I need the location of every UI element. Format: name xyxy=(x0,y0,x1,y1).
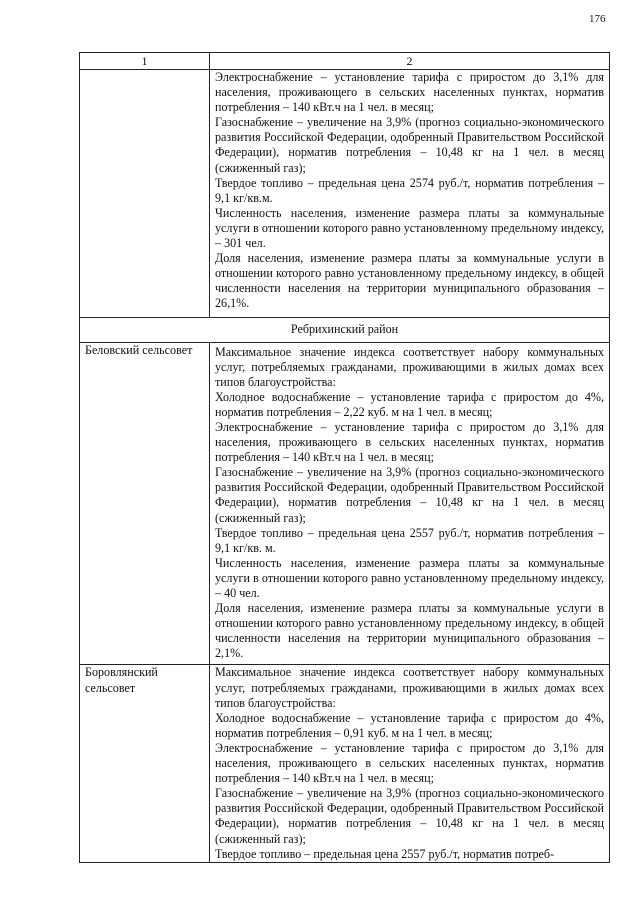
tariff-description xyxy=(210,70,610,318)
table-header-row xyxy=(80,53,610,70)
paragraph-population-count: Численность населения, изменение размера платы за коммунальные услуги в отношении которого равно установленному предельному индексу, – 301 чел. xyxy=(215,205,604,251)
region-header-row xyxy=(80,317,610,342)
tariff-description xyxy=(210,665,610,862)
paragraph-solid-fuel: Твердое топливо – предельная цена 2557 руб./т, норматив потреб- xyxy=(215,846,555,861)
paragraph-electricity: Электроснабжение – установление тарифа с приростом до 3,1% для населения, проживающего в сельских населенных пунктах, норматив потребления – 140 кВт.ч на 1 чел. в месяц; xyxy=(215,740,604,786)
paragraph-gas: Газоснабжение – увеличение на 3,9% (прогноз социально-экономического развития Российской Федерации, одобренный Правительством Российской Федерации), норматив потребления – 10,48 кг на 1 чел. в месяц (сжиженный газ); xyxy=(215,115,604,175)
paragraph-max-index: Максимальное значение индекса соответствует набору коммунальных услуг, потребляемых гражданами, проживающими в жилых домах всех типов благоустройства: xyxy=(215,344,604,389)
table-row xyxy=(80,342,610,665)
region-title: Ребрихинский район xyxy=(80,317,610,342)
paragraph-max-index: Максимальное значение индекса соответствует набору коммунальных услуг, потребляемых гражданами, проживающими в жилых домах всех типов благоустройства: xyxy=(215,665,604,710)
paragraph-population-share: Доля населения, изменение размера платы за коммунальные услуги в отношении которого равно установленному предельному индексу, в общей численности населения на территории муниципального образования – 26,1%. xyxy=(215,251,604,311)
paragraph-population-share: Доля населения, изменение размера платы за коммунальные услуги в отношении которого равно установленному предельному индексу, в общей численности населения на территории муниципального образования – 2,1%. xyxy=(215,601,604,661)
paragraph-solid-fuel: Твердое топливо – предельная цена 2574 руб./т, норматив потребления – 9,1 кг/кв.м. xyxy=(215,175,604,205)
municipality-name xyxy=(80,70,210,318)
municipality-name: Беловский сельсовет xyxy=(80,342,210,665)
paragraph-population-count: Численность населения, изменение размера платы за коммунальные услуги в отношении которого равно установленному предельному индексу, – 40 чел. xyxy=(215,555,604,600)
paragraph-electricity: Электроснабжение – установление тарифа с приростом до 3,1% для населения, проживающего в сельских населенных пунктах, норматив потребления – 140 кВт.ч на 1 чел. в месяц; xyxy=(215,419,604,465)
tariff-description xyxy=(210,342,610,665)
paragraph-cold-water: Холодное водоснабжение – установление тарифа с приростом до 4%, норматив потребления – 0,91 куб. м на 1 чел. в месяц; xyxy=(215,710,604,740)
paragraph-gas: Газоснабжение – увеличение на 3,9% (прогноз социально-экономического развития Российской Федерации, одобренный Правительством Российской Федерации), норматив потребления – 10,48 кг на 1 чел. в месяц (сжиженный газ); xyxy=(215,465,604,525)
table-row-continuation xyxy=(80,70,610,318)
paragraph-solid-fuel: Твердое топливо – предельная цена 2557 руб./т, норматив потребления – 9,1 кг/кв. м. xyxy=(215,525,604,555)
table-row xyxy=(80,665,610,862)
column-header-1: 1 xyxy=(80,53,210,70)
tariff-table xyxy=(79,52,610,863)
municipality-name: Боровлянский сельсовет xyxy=(80,665,210,862)
page-number: 176 xyxy=(589,13,606,25)
column-header-2: 2 xyxy=(210,53,610,70)
paragraph-electricity: Электроснабжение – установление тарифа с приростом до 3,1% для населения, проживающего в сельских населенных пунктах, норматив потребления – 140 кВт.ч на 1 чел. в месяц; xyxy=(215,70,604,115)
paragraph-gas: Газоснабжение – увеличение на 3,9% (прогноз социально-экономического развития Российской Федерации, одобренный Правительством Российской Федерации), норматив потребления – 10,48 кг на 1 чел. в месяц (сжиженный газ); xyxy=(215,786,604,846)
paragraph-cold-water: Холодное водоснабжение – установление тарифа с приростом до 4%, норматив потребления – 2,22 куб. м на 1 чел. в месяц; xyxy=(215,389,604,419)
